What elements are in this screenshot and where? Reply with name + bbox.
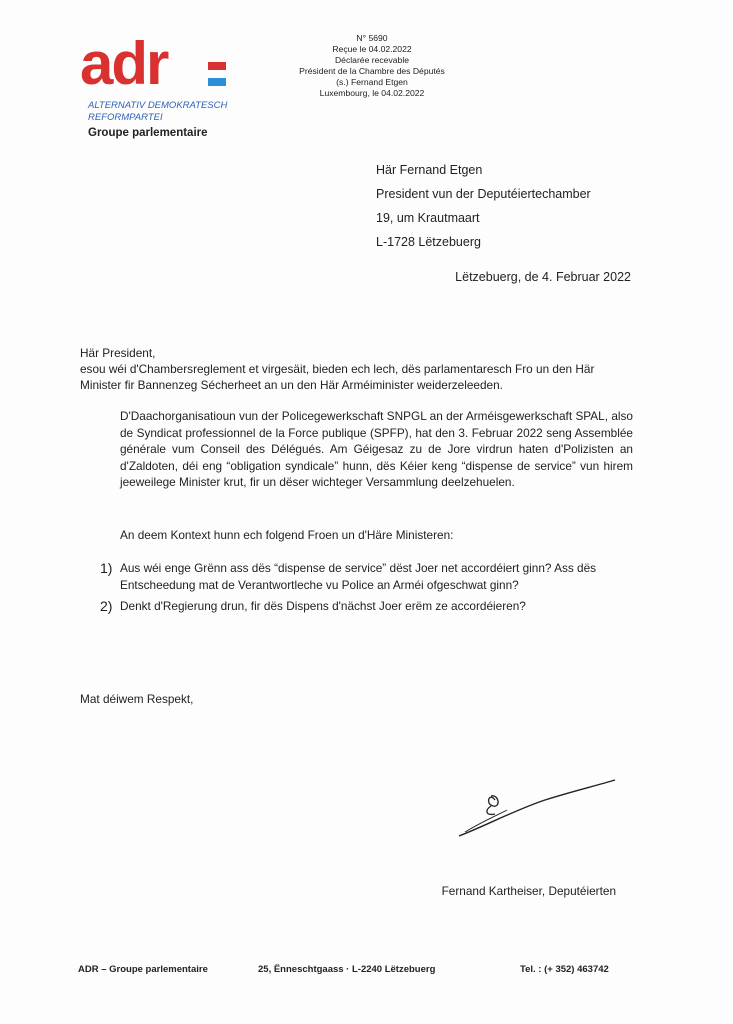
recipient-title: President vun der Deputéiertechamber [376, 187, 591, 201]
footer-phone: Tel. : (+ 352) 463742 [520, 964, 609, 975]
logo-subtitle [88, 100, 250, 124]
party-logo [80, 30, 250, 139]
salutation: Här President, [80, 346, 156, 360]
recipient-street: 19, um Krautmaart [376, 211, 480, 225]
context-line: An deem Kontext hunn ech folgend Froen un d'Häre Ministeren: [120, 528, 454, 542]
signer-name: Fernand Kartheiser, Deputéierten [441, 884, 616, 898]
question-1 [100, 560, 640, 593]
reception-stamp [272, 33, 472, 99]
question-2 [100, 598, 640, 615]
stamp-declared: Déclarée recevable [334, 55, 410, 65]
question-text: Aus wéi enge Grënn ass dës “dispense de service” dëst Joer net accordéiert ginn? Ass dës Entscheedung mat de Verantwortleche vu Police an Arméi ofgeschwat ginn? [120, 561, 597, 592]
logo-red-bar [208, 62, 226, 70]
stamp-signed: (s.) Fernand Etgen [336, 77, 408, 87]
question-number: 2) [100, 598, 113, 614]
stamp-place-date: Luxembourg, le 04.02.2022 [319, 88, 425, 98]
recipient-address [376, 158, 591, 254]
body-paragraph: D'Daachorganisatioun vun der Policegewerkschaft SNPGL an der Arméisgewerkschaft SPAL, also de Syndicat professionnel de la Force publique (SPFP), hat den 3. Februar 2022 seng Assemblée générale vum Conseil des Délégués. Am Géigesaz zu de Jore virdrun haten d'Polizisten an d'Zaldoten, déi eng “obligation syndicale” hunn, dës Kéier keng “dispense de service” vun hirem jeeweilege Minister krut, fir un dëser wichteger Versammlung deelzehuelen. [120, 409, 633, 489]
recipient-name: Här Fernand Etgen [376, 163, 483, 177]
question-text: Denkt d'Regierung drun, fir dës Dispens d'nächst Joer erëm ze accordéieren? [120, 599, 526, 613]
stamp-president: Président de la Chambre des Députés [299, 66, 445, 76]
logo-subtitle-line2: REFORMPARTEI [88, 112, 163, 123]
logo-wordmark: adr [80, 30, 168, 97]
stamp-number: N° 5690 [356, 33, 388, 43]
logo-subtitle-line1: ALTERNATIV DEMOKRATESCH [88, 100, 228, 111]
footer-left: ADR – Groupe parlementaire [78, 964, 208, 975]
recipient-city: L-1728 Lëtzebuerg [376, 235, 481, 249]
intro-text: esou wéi d'Chambersreglement et virgesäit, bieden ech lech, dës parlamentaresch Fro un den Här Minister fir Bannenzeg Sécherheet an un den Här Arméiminister weiderzeleeden. [80, 362, 595, 392]
logo-group-label: Groupe parlementaire [88, 127, 208, 139]
closing-line: Mat déiwem Respekt, [80, 692, 194, 706]
letter-date: Lëtzebuerg, de 4. Februar 2022 [455, 270, 631, 284]
footer-address: 25, Ënneschtgaass · L-2240 Lëtzebuerg [258, 964, 436, 975]
handwritten-signature [455, 770, 625, 845]
salutation-block [80, 345, 633, 393]
stamp-received: Reçue le 04.02.2022 [332, 44, 412, 54]
question-number: 1) [100, 560, 113, 576]
logo-blue-bar [208, 78, 226, 86]
